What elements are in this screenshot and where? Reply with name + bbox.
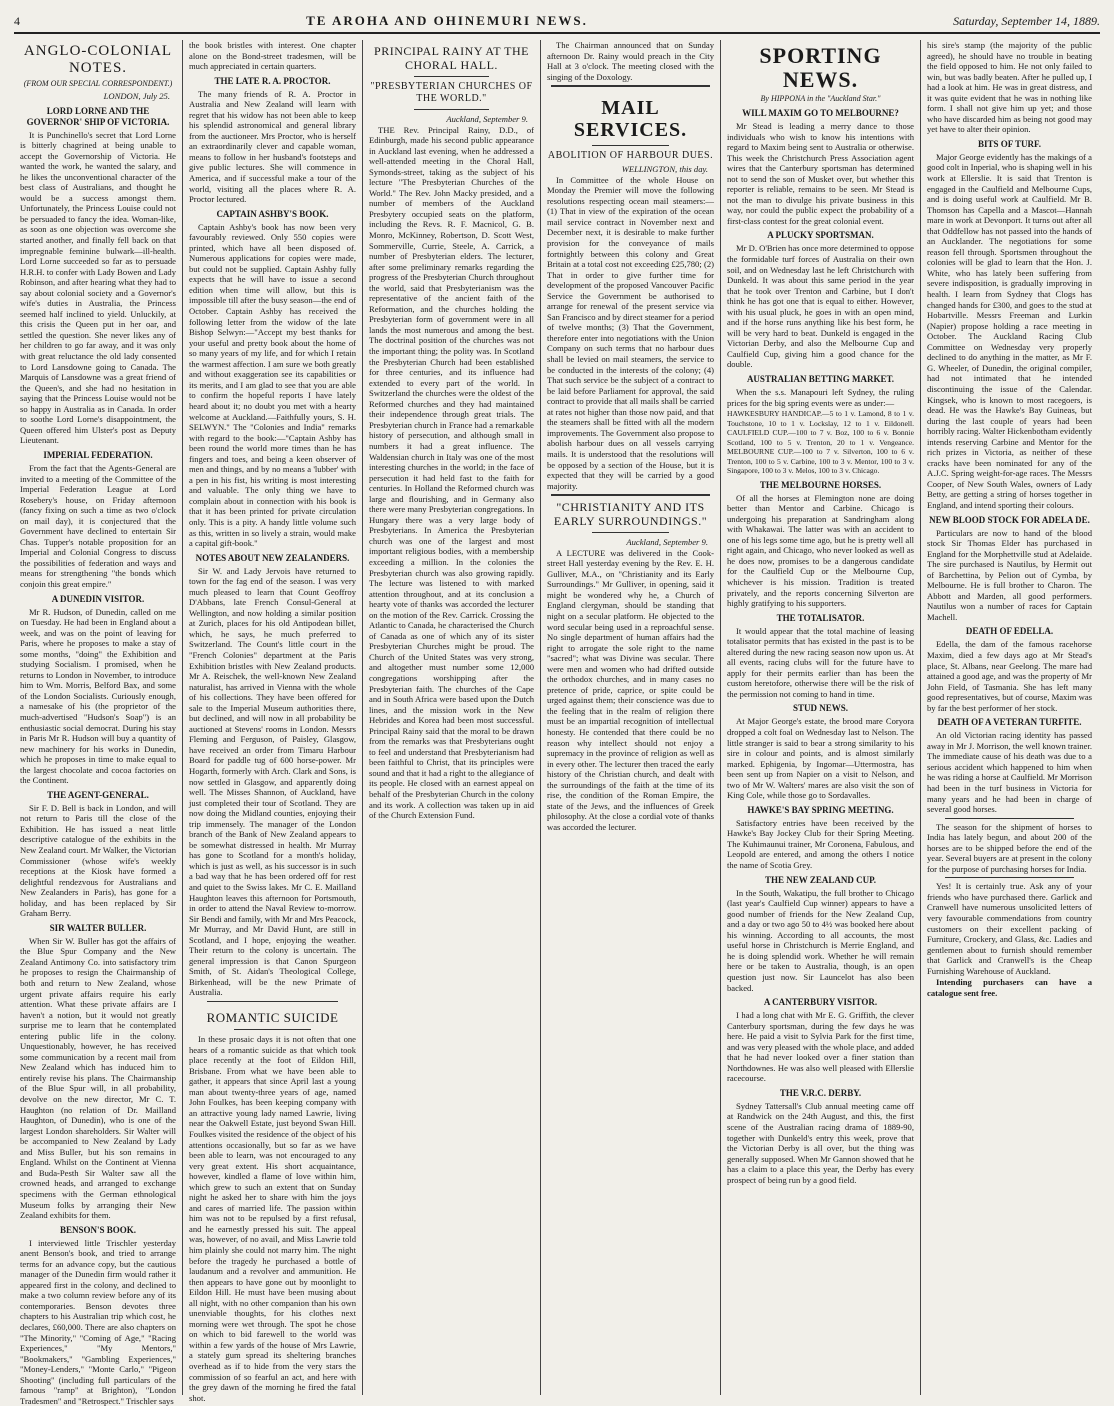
section-rule [551, 85, 710, 87]
anglo-colonial-heading: ANGLO-COLONIAL NOTES. [23, 43, 173, 76]
nz-cup-subheading: THE NEW ZEALAND CUP. [764, 874, 877, 885]
new-zealanders-subheading: NOTES ABOUT NEW ZEALANDERS. [195, 552, 350, 563]
hawkes-bay-text: Satisfactory entries have been received by the Hawke's Bay Jockey Club for their Spring Meeting. The Kuhimaunui trainer, Mr Coronena, Fabulous, and Leopold are entered, and among the others I notice the name of Scotia Grey. [727, 817, 914, 871]
romantic-suicide-heading: ROMANTIC SUICIDE [206, 1010, 339, 1026]
melbourne-horses-subheading: THE MELBOURNE HORSES. [759, 479, 882, 490]
totalisator-subheading: THE TOTALISATOR. [776, 612, 865, 623]
harbour-dues-subheading: ABOLITION OF HARBOUR DUES. [547, 150, 714, 162]
masthead [14, 10, 1100, 34]
section-rule [592, 532, 669, 533]
plucky-sportsman-text: Mr D. O'Brien has once more determined to oppose the formidable turf forces of Australia on their own soil, and on Wednesday last he left Christchurch with Dunkeld. It was about this same period in the year that he took over Trenton and Carbine, but I don't think he has got one that is equal to either. However, with his usual pluck, he goes in with an open mind, and if the horse runs anything like his best form, he will be very hard to beat. Dunkeld is engaged in the Victorian Derby, and also the Melbourne Cup and Caulfield Cup, giving him a good chance for the double. [727, 243, 914, 370]
issue-date: Saturday, September 14, 1889. [953, 13, 1100, 28]
hawkes-bay-subheading: HAWKE'S BAY SPRING MEETING. [747, 804, 894, 815]
bensons-book-continued: the book bristles with interest. One chapter alone on the Bond-street tradesmen, will be much appreciated in certain quarters. [189, 40, 356, 72]
column-6 [920, 40, 1098, 1395]
imperial-federation-subheading: IMPERIAL FEDERATION. [43, 449, 153, 460]
death-of-edella-text: Edella, the dam of the famous racehorse Maxim, died a few days ago at Mr Stead's place, St. Albans, near Geelong. The mare had attained a good age, and was the property of Mr John Field, of Tasmania. She has left many good representatives, but of course, Maxim was by far the best performer of her stock. [927, 639, 1092, 713]
column-4 [540, 40, 720, 1395]
mail-services-text: In Committee of the whole House on Monday the Premier will move the following resolutions respecting ocean mail steamers:—(1) That in view of the expiration of the ocean mail service contract in November next and December next, it is desirable to make further provision for the conveyance of mails fortnightly between this colony and Great Britain at a total cost not exceeding £25,780; (2) That in order to give further time for development of the proposed Vancouver Pacific Service the Government be authorised to arrange for renewal of the present service via San Francisco and by direct steamer for a period of twelve months; (3) That the Government, therefore enter into negotiations with the Union Company on such terms that no harbour dues shall be levied on mail steamers, the service to be conducted in the interests of the colony; (4) That such service be the subject of a contract to be laid before Parliament for approval, the said contract to provide that all mails shall be carried at rates not higher than those now paid, and that the steamers shall be fitted with all the modern improvements. The Government also propose to abolish harbour dues on all vessels carrying mails. It is understood that the resolutions will be opposed by a section of the House, but it is expected that they will be carried by a good majority. [547, 174, 714, 491]
correspondent-byline: (FROM OUR SPECIAL CORRESPONDENT.) [23, 79, 173, 88]
romantic-suicide-text: In these prosaic days it is not often that one hears of a romantic suicide as that which took place recently at the foot of Eildon Hill, Brisbane. From what we have been able to gather, it appears that since April last a young man about twenty-three years of age, named John Foulkes, has been keeping company with an attractive young lady named Lawrie, living near the Oakwell Estate, just beyond Swan Hill. Foulkes visited the residence of the object of his attentions occasionally, but so far as we have been able to learn, was not encouraged to any very great extent. His short acquaintance, however, kindled a flame of love within him, which grew to such an extent that on Sunday night he asked her to share with him the joys and cares of married life. The passion within him was not to be repulsed by a first refusal, and he earnestly pressed his suit. The appeal was, however, of no avail, and Miss Lawrie told him plainly she could not marry him. The night before the tragedy he purchased a bottle of laudanum and a revolver and ammunition. He then appears to have gone out by moonlight to Eildon Hill. He must have been musing about all night, with no other companion than his own unenviable thoughts, for his clothes next morning were wet through. The spot he chose on which to bid farewell to the world was within a few yards of the house of Mrs Lawrie, a stately gum spread its sheltering branches overhead as if to hide from the very stars the commission of so fearful an act, and here with the grey dawn of the morning he fired the fatal shot. [189, 1034, 356, 1403]
sporting-byline: By HIPPONA in the "Auckland Star." [760, 94, 881, 103]
horses-india-text: The season for the shipment of horses to India has lately begun, and about 200 of the horses are to be shipped before the end of the year. Several buyers are at present in the colony for the purpose of purchasing horses for India. [927, 821, 1092, 874]
dunedin-visitor-text: Mr R. Hudson, of Dunedin, called on me on Tuesday. He had been in England about a week, and was on the point of leaving for Paris, where he proposes to make a stay of some months, "doing" the Exhibition and studying Socialism. I promised, when he returns to London in November, to introduce him to Wm. Morris, Belford Bax, and some of the London Socialists. Curiously enough, a namesake of his (the proprietor of the much-advertised "Hudson's Soap") is an enthusiastic social democrat. During his stay in Paris Mr R. Hudson will buy a quantity of new machinery for his works in Dunedin, which he proposes in time to make equal to the largest chocolate and cocoa factories on the Continent. [20, 606, 176, 786]
veteran-turfite-subheading: DEATH OF A VETERAN TURFITE. [937, 717, 1082, 728]
maxim-text: Mr Stead is leading a merry dance to those individuals who wish to know his intentions with regard to Maxim being sent to Australia or otherwise. This week the Christchurch Press Association agent wires that the Canterbury sportsman has determined not to send the son of Musket over, but whether this reporter is reliable, remains to be seen. Mr Stead is not the man to divulge his private business in this way, nor could the public expect the probability of a first-class contest for the great colonial event. [727, 121, 914, 226]
bits-of-turf-subheading: BITS OF TURF. [978, 138, 1041, 149]
ashby-book-text: Captain Ashby's book has now been very favourably reviewed. Only 550 copies were printed, which have all been disposed of. Numerous applications for copies were made, but could not be supplied. Captain Ashby fully expects that he will have to issue a second edition when time will allow, but this is impossible till after the busy season—the end of October. Captain Ashby has received the following letter from the widow of the late Bishop Selwyn:—"Accept my best thanks for your useful and pretty book about the home of so many years of my life, and for which I retain the warmest affection. I am sure we both greatly and without exaggeration see its capabilities or its merits, and I am glad to see that you are able to confirm the hopeful reports I have lately heard about it; no doubt you met with a hearty welcome at Auckland.—Faithfully yours, S. H. SELWYN." The "Colonies and India" remarks with regard to the book:—"Captain Ashby has been round the world more times than he has fingers and toes, and being a keen observer of men and things, and by no means a 'lubber' with a pen in his fist, his writing is most interesting and valuable. The only thing we have to complain about in connection with his book is that it has been printed for private circulation only. This is a pity. A handy little volume such as this, written in so lively a strain, would make a capital gift-book." [189, 221, 356, 549]
column-5 [720, 40, 920, 1395]
section-rule [414, 76, 489, 77]
columns [14, 40, 1100, 1406]
garlick-advert-catalogue: Intending purchasers can have a catalogue sent free. [927, 977, 1092, 998]
walter-buller-text: When Sir W. Buller has got the affairs of the Blue Spur Company and the New Zealand Antimony Co. into satisfactory trim he proposes to resign the Chairmanship of both and return to New Zealand, whose urgent private affairs require his early attention. What these private affairs are I haven't a notion, but it would not greatly surprise me to learn that he contemplated entering public life in the colony. Unquestionably, however, he has received some communication by a recent mail from New Zealand which has induced him to entirely revise his plans. The Chairmanship of the Blue Spur will, in all probability, devolve on the new director, Mr C. T. Haughton (no relation of Dr. Mailland Haughton, of Dunedin), who is one of the largest London shareholders. Sir Walter will be accompanied to New Zealand by Lady and Miss Buller, but his son remains in England. Whilst on the Continent at Vienna and Buda-Pesth Sir Walter saw all the crowned heads, and arranged to exchange specimens with the German ethnological Museum folks by arranging their New Zealand exhibits for them. [20, 935, 176, 1221]
auckland-dateline-2: Auckland, September 9. [626, 537, 708, 548]
agent-general-text: Sir F. D. Bell is back in London, and will not return to Paris till the close of the Exhibition. He has issued a neat little descriptive catalogue of the exhibits in the New Zealand court. Mr Walker, the Victorian Commissioner (whose wife's weekly receptions at the Kiosk have formed a delightful rendezvous for Australians and New Zealanders in Paris), has gone for a holiday, and has been replaced by Sir Graham Berry. [20, 802, 176, 919]
christianity-text: A LECTURE was delivered in the Cook-street Hall yesterday evening by the Rev. E. H. Gulliver, M.A., on "Christianity and its Early Surroundings." Mr Gulliver, in opening, said it might be wondered why he, a Church of England clergyman, should be standing that night on a secular platform. He objected to the word secular being used in a reproachful sense. No single department of human affairs had the right to arrogate the sole right to the name "sacred"; what was Divine was secular. There were men and women who had drifted outside the orthodox churches, and in many cases no pretence of pride, caprice, or spite could be urged against them; their conscience was due to the feeling that in the realm of religion there must be an impartial recognition of intellectual honesty. He contended that there could be no reason why intellect should not enjoy a supremacy in the province of religion as well as in every other. The lecturer then traced the early history of the Christian church, and dealt with the surroundings of the faith at the time of its rise, the condition of the Roman Empire, the state of the Jews, and the influences of Greek philosophy. At the close a cordial vote of thanks was accorded the lecturer. [547, 547, 714, 832]
ashby-book-subheading: CAPTAIN ASHBY'S BOOK. [216, 208, 329, 219]
london-dateline: LONDON, July 25. [103, 91, 170, 101]
section-rule [414, 109, 489, 110]
veteran-turfite-text: An old Victorian racing identity has passed away in Mr J. Morrison, the well known trainer. The immediate cause of his death was due to a serious accident which happened to him when he was riding a horse at Caulfield. Mr Morrison had been in the turf business in Victoria for many years and he had been in charge of several good horses. [927, 730, 1092, 815]
imperial-federation-text: From the fact that the Agents-General are invited to a meeting of the Committee of the Imperial Federation League at Lord Rosebery's house, on Friday afternoon (fancy fixing on such a time as two o'clock on mail day), it is conjectured that the Government have declined to entertain Sir Chas. Tupper's notable proposition for an Imperial and Colonial Congress to discuss the possibilities of federation and ways and means for strengthening "the bonds which conjoin this great empire." [20, 462, 176, 589]
nz-cup-text: In the South, Wakatipu, the full brother to Chicago (last year's Caulfield Cup winner) appears to have a good number of friends for the New Zealand Cup, and a day or two ago 50 to 4½ was booked here about his winning. According to all accounts, the most useful horse in Christchurch is Merrie England, and he is doing splendid work. Whether he will remain here or be taken to Australia, though, is an open question just now. Sir Launcelot has also been backed. [727, 887, 914, 993]
sporting-continued: his sire's stamp (the majority of the public agreed), he should have no trouble in beating the field opposed to him. He not only failed to win, but was badly beaten. After he pulled up, I had a look at him. He was in great distress, and it was quite evident that he was in nothing like form. I shall not give him up yet; and those who have discarded him as being not good may yet have to alter their opinion. [927, 40, 1092, 135]
canterbury-visitor-text: I had a long chat with Mr E. G. Griffith, the clever Canterbury sportsman, during the few days he was here. He paid a visit to Sylvia Park for the first time, and was very pleased with the whole place, and added that he had never looked over a finer station than Northdownes. He was also well pleased with Ellerslie racecourse. [727, 1010, 914, 1084]
new-zealanders-text: Sir W. and Lady Jervois have returned to town for the fag end of the season. I was very much pleased to learn that Count Geoffroy D'Abbans, late French Consul-General at Wellington, and now holding a similar position at Zurich, places for his old Antipodean billet, which, he says, he much preferred to Switzerland. The Count's little court in the "French Colonies" department at the Paris Exhibition bristles with New Zealand products. Mr A. Reischek, the well-known New Zealand naturalist, has arrived in Vienna with the whole of his collections. They have been offered for sale to the Imperial Museum authorities there, but declined, and will now in all probability be auctioned at Stevens' rooms in London. Messrs Fleming and Ferguson, of Paisley, Glasgow, have received an order from Timaru Harbour Board for paddle tug of 600 horse-power. Mr Hogarth, formerly with Arch. Clark and Sons, is now settled in Glasgow, and apparently doing well. The Misses Shannon, of Auckland, have just completed their tour of Scotland. They are now doing the Midland counties, enjoying their trip immensely. The manager of the London branch of the Bank of New Zealand appears to be somewhat distressed in health. Mr Murray has gone to Scotland for a month's holiday, which is just as well, as his successor is in such a bad way that he has been ordered off for rest and quiet to the Swiss lakes. Mr C. E. Mailland Haughton leaves this afternoon for Portsmouth, in order to attend the Naval Review to-morrow. Sir Bendi and family, with Mr and Mrs Peacock, Mr Murray, and Mr David Hunt, are still in Scotland, and I hope, enjoying the weather. Their return to the colony is uncertain. The general impression is that Canon Spurgeon Smith, of St. Aidan's Theological College, Birkenhead, will be the new Primate of Australia. [189, 565, 356, 998]
rainy-continued: The Chairman announced that on Sunday afternoon Dr. Rainy would preach in the City Hall at 3 o'clock. The meeting closed with the singing of the Doxology. [547, 40, 714, 82]
presbyterian-subheading: "PRESBYTERIAN CHURCHES OF THE WORLD." [370, 81, 533, 104]
principal-rainy-text: THE Rev. Principal Rainy, D.D., of Edinburgh, made his second public appearance in Auckland last evening, when he addressed a well-attended meeting in the Choral Hall, Symonds-street, taking as the subject of his lecture "The Presbyterian Churches of the World." The Rev. John Macky presided, and a number of members of the Auckland Presbytery occupied seats on the platform, including the Revs. R. F. Macnicol, G. B. Monro, McKinney, Robertson, D. Scott West, Sommerville, Currie, Steele, A. Carrick, a number of Presbyterian elders. The lecturer, after some preliminary remarks regarding the progress of the Presbyterian Church throughout the world, said that Presbyterianism was the representative of the ancient faith of the Reformation, and the churches holding the Presbyterian form of government were in all lands the most numerous and among the best. The doctrinal position of the churches was not the important thing; the polity was. In Scotland the Presbyterian Church had been established for three centuries, and its influence had extended to every part of the world. In Switzerland the churches were the oldest of the Reformed churches and they had maintained their independence through great trials. The Presbyterian church in France had a remarkable history of persecution, and although small in numbers it had a great influence. The Waldensian church in Italy was one of the most interesting churches in the world; in the face of persecution it had held fast to the faith for centuries. In Holland the Reformed church was large and flourishing, and in Germany also there were many Presbyterian congregations. In Hungary there was a very large body of Presbyterians. In America the Presbyterian church was one of the largest and most important religious bodies, with a membership exceeding a million. In the colonies the Presbyterian church was also growing rapidly. The lecture was listened to with marked attention throughout, and at its conclusion a hearty vote of thanks was accorded the lecturer on the motion of the Rev. Carrick. Crossing the Atlantic to Canada, he characterised the Church of Canada as one of which any of its sister Presbyterian Churches might be proud. The Church of the United States was very strong, and altogether must number some 12,000 congregations worshipping after the Presbyterian faith. The churches of the Cape and in South Africa were based upon the Dutch lines, and the mission work in the New Hebrides and Korea had been most successful. Principal Rainy said that the moral to be drawn from the remarks was that Presbyterians ought to feel and understand that Presbyterianism had been faithful to Christ, that its principles were sound and that it had a right to the allegiance of its people. He closed with an earnest appeal on behalf of the Presbyterian Church in the colony and its work. A collection was taken up in aid of the Church Extension Fund. [369, 124, 534, 821]
bensons-book-text: I interviewed little Trischler yesterday anent Benson's book, and tried to arrange terms for an advance copy, but the cautious manager of the Dunedin firm would rather it appeared first in the colony, and declined to make a two column review before any of its contemporaries. Benson devotes three chapters to his Australian trip which cost, he declares, £60,000. There are also chapters on "The Minority," "Coming of Age," "Racing Experiences," "My Mentors," "Bookmakers," "Gambling Experiences," "Money-Lenders," "Monte Carlo," "Pigeon Shooting" (including full particulars of the famous "ramp" at Brighton), "London Tradesmen" and "Retrospect." Trischler says [20, 1237, 176, 1406]
wellington-dateline: WELLINGTON, this day. [621, 164, 708, 175]
blood-stock-subheading: NEW BLOOD STOCK FOR ADELA DE. [929, 514, 1090, 525]
blood-stock-text: Particulars are now to hand of the blood stock Sir Thomas Elder has purchased in England for the Morphettville stud at Adelaide. The sire purchased is Nautilus, by Hermit out of Barchettina, by Pelion out of Cymba, by Melbourne. He is full brother to Charon. The Abbott and Marden, all good performers. Nautilus won a number of races for Captain Machell. [927, 527, 1092, 622]
christianity-heading: "CHRISTIANITY AND ITS EARLY SURROUNDINGS." [553, 500, 708, 529]
section-rule [234, 1029, 311, 1030]
betting-market-text: When the s.s. Manapouri left Sydney, the ruling prices for the big spring events were as under:— [727, 387, 914, 408]
death-of-edella-subheading: DEATH OF EDELLA. [965, 626, 1054, 637]
lord-lorne-text: It is Punchinello's secret that Lord Lorne is bitterly chagrined at being unable to accept the Governorship of Victoria. He wanted the work, he wanted the salary, and he likes the unconventional character of the best class of Australians, and thought he would be a success amongst them. Unfortunately, the Princess Louise could not be persuaded to fancy the idea. Woman-like, as soon as one objection was overcome she started another, and finally fell back on that impregnable feminine bulwark—ill-health. Lord Lorne succeeded so far as to persuade H.R.H. to confer with Lady Bowen and Lady Robinson, and after hearing what they had to say about colonial society and a Governor's wife's duties in Australia, the Princess seemed half inclined to yield. Unluckily, at this crisis the Queen put in her oar, and settled the question. She never likes any of her children to go far away, and it was only with great reluctance the old lady consented to Lord Lansdowne going to Canada. The Marquis of Lansdowne was a great friend of the Queen's, and she had no hesitation in saying that the Princess Louise would not be so happy in Australia as in Canada. In order to soothe Lord Lorne's disappointment, the Queen offered him Ulster's post as Deputy Lieutenant. [20, 129, 176, 446]
sporting-news-heading: SPORTING NEWS. [759, 43, 882, 92]
section-rule [945, 818, 1074, 819]
maxim-subheading: WILL MAXIM GO TO MELBOURNE? [742, 108, 899, 118]
lord-lorne-subheading: LORD LORNE AND THE GOVERNOR' SHIP OF VICTORIA. [26, 105, 170, 127]
agent-general-subheading: THE AGENT-GENERAL. [47, 789, 149, 800]
walter-buller-subheading: SIR WALTER BULLER. [49, 922, 147, 933]
stud-news-subheading: STUD NEWS. [792, 703, 848, 714]
vrc-derby-subheading: THE V.R.C. DERBY. [779, 1087, 862, 1098]
newspaper-title: TE AROHA AND OHINEMURI NEWS. [306, 13, 588, 28]
mail-services-heading: MAIL SERVICES. [573, 97, 688, 142]
stud-news-text: At Major George's estate, the brood mare Coryora dropped a colt foal on Wednesday last to Nelson. The little stranger is said to bear a strong similarity to his sire in colour and points, and is almost similarly marked. Ephigenia, by Ingomar—Uttermostra, has been sent up from Napier on a visit to Nelson, and two of Mr W. Walters' mares are also visit the son of King Cole, while those go to Sordavalles. [727, 716, 914, 801]
vrc-derby-text: Sydney Tattersall's Club annual meeting came off at Randwick on the 24th August, and this, the first scene of the Australian racing drama of 1889-90, together with Dunkeld's entry this week, prove that the Victorian Derby is all over, but the thing was generally supposed. When Mr Gannon showed that he has a claim to a place this year, the Derby has every prospect of being run by a good field. [727, 1100, 914, 1185]
bensons-book-subheading: BENSON'S BOOK. [59, 1224, 137, 1235]
canterbury-visitor-subheading: A CANTERBURY VISITOR. [763, 997, 878, 1008]
plucky-sportsman-subheading: A PLUCKY SPORTSMAN. [767, 230, 874, 241]
totalisator-text: It would appear that the total machine of leasing totalisator permits that has existed in the past is to be altered during the new racing season now upon us. At all events, racing clubs will for the future have to apply for their permits earlier than has been the custom heretofore, otherwise there will be the risk of the permission not coming to hand in time. [727, 625, 914, 699]
betting-prices: HAWKESBURY HANDICAP.—5 to 1 v. Lamond, 8 to 1 v. Touchstone, 10 to 1 v. Lockslay, 12 to 1 v. Eildonell. CAULFIELD CUP.—100 to 7 v. Boz, 100 to 6 v. Bonnie Scotland, 100 to 5 v. Trenton, 20 to 1 v. Vengeance. MELBOURNE CUP.—100 to 7 v. Silverton, 100 to 6 v. Trenton, 100 to 5 v. Carbine, 100 to 3 v. Mentor, 100 to 3 v. Singapore, 100 to 3 v. Melos, 100 to 3 v. Chicago. [727, 409, 914, 476]
page-number: 4 [14, 13, 20, 28]
column-2 [182, 40, 362, 1403]
bits-of-turf-text: Major George evidently has the makings of a good colt in Inperial, who is shaping well in his work at Ellerslie. It is said that Trenton is engaged in the Caulfield and Melbourne Cups, and is doing useful work at Caulfield. Mr B. Thomson has Capella and a Mascot—Hannah mare in work at Devonport. It turns out after all that Oddfellow has not passed into the hands of an Aucklander. The negotiations for some reason fell through. Sportsmen throughout the colonies will be glad to learn that the Hon. J. White, who has lately been suffering from severe indisposition, is gradually improving in health. I learn from Sydney that Clogs has changed hands for £300, and goes to the stud at Hobartville. Messrs Freeman and Lurkin (Napier) propose holding a race meeting in October. The Auckland Racing Club Committee on Wednesday very properly declined to do anything in the matter, as Mr F. G. Wheeler, of Dunedin, the original compiler, had not intimated that he intended discontinuing the issue of the Calendar. Kingsek, who is known to most racegoers, is dead. He was the Hawke's Bay Guineas, but during the last couple of years had been horribly racing. Walter Hickenbotham evidently intends reserving Carbine and Mentor for the rich prizes in Victoria, as neither of these cracks have been nominated for any of the A.J.C. Spring weight-for-age races. The Messrs Cooper, of New South Wales, owners of Lady Betty, are getting a string of horses together in England, and intend sporting their colours. [927, 151, 1093, 510]
section-rule [551, 494, 710, 496]
melbourne-horses-text: Of all the horses at Flemington none are doing better than Mentor and Carbine. Chicago is undergoing his preparation at Sandringham along with Whakawai. The latter was with an accident to one of his legs some time ago, but he is pretty well all right again, and Chicago, who never looked as well as he does now, promises to be a dangerous candidate for the Caulfield Cup or the Melbourne Cup, whichever is his mission. Tradition is treated privately, and the reports concerning Silverton are highly gratifying to his supporters. [727, 492, 914, 609]
proctor-subheading: THE LATE R. A. PROCTOR. [214, 75, 331, 86]
auckland-dateline: Auckland, September 9. [446, 114, 528, 124]
garlick-advert-text: Yes! It is certainly true. Ask any of your friends who have purchased there. Garlick and Cranwell have numerous unsolicited letters of very favourable commendations from country customers on their excellent packing of Furniture, Crockery, and Glass, &c. Ladies and gentlemen about to furnish should remember that Garlick and Cranwell's is the Cheap Furnishing Warehouse of Auckland. [927, 881, 1092, 976]
section-rule [945, 877, 1074, 878]
dunedin-visitor-subheading: A DUNEDIN VISITOR. [51, 593, 145, 604]
section-rule [592, 145, 669, 146]
betting-market-subheading: AUSTRALIAN BETTING MARKET. [746, 374, 895, 385]
section-rule [207, 1001, 338, 1002]
proctor-text: The many friends of R. A. Proctor in Australia and New Zealand will learn with regret that his widow has not been able to keep his splendid astronomical and general library from the auctioneer. Mrs Proctor, who is herself an extraordinarily clever and capable woman, means to follow in her husband's footsteps and give public lectures. She will commence in America, and if successful make a tour of the world, visiting all the places where R. A. Proctor lectured. [189, 88, 356, 205]
column-1 [14, 40, 182, 1406]
principal-rainy-heading: PRINCIPAL RAINY AT THE CHORAL HALL. [374, 44, 529, 72]
column-3 [362, 40, 540, 1395]
